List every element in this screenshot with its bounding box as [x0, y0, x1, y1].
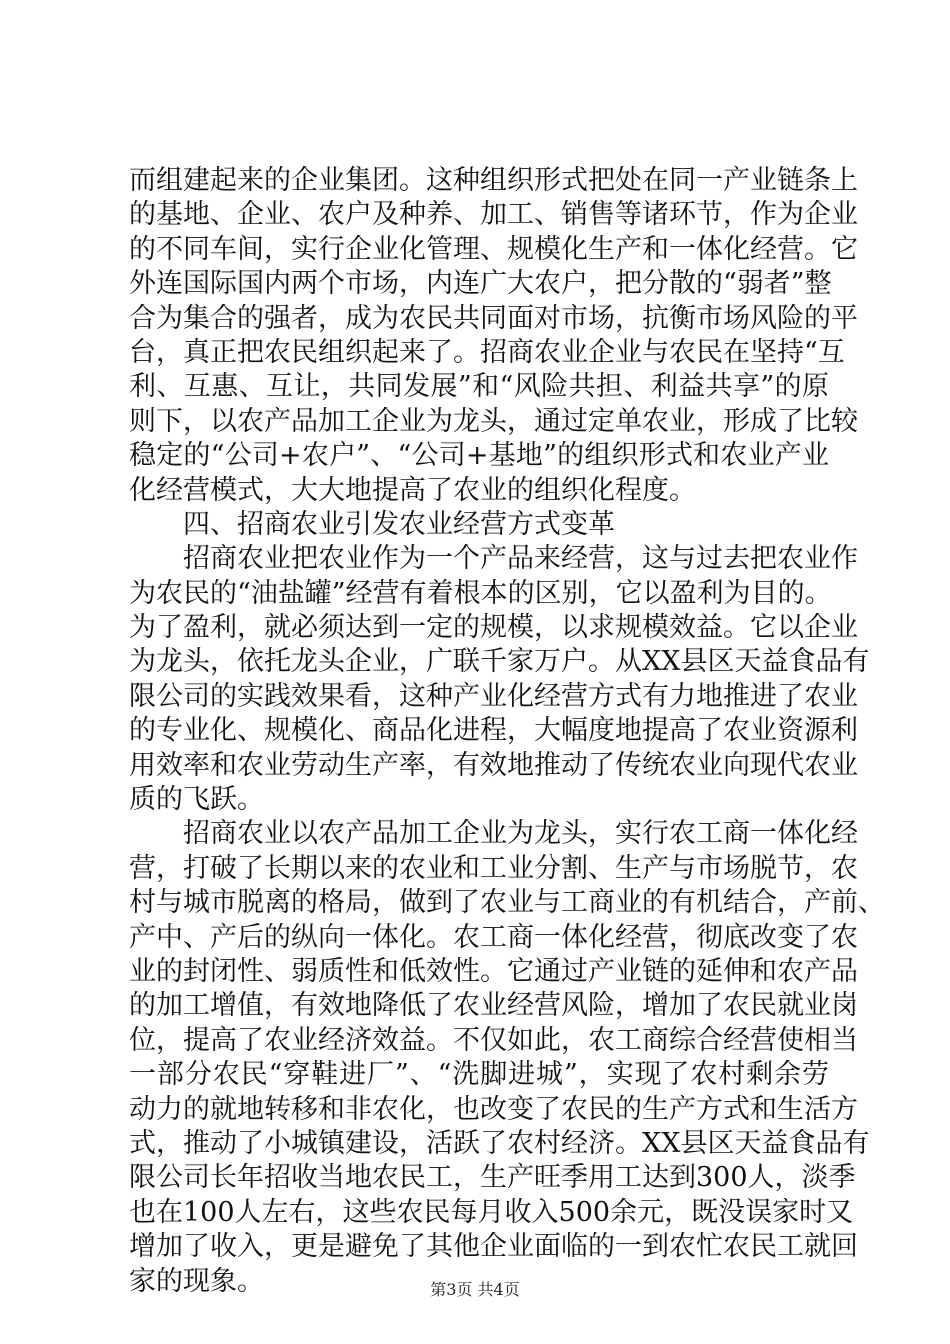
paragraph-line: 则下，以农产品加工企业为龙头，通过定单农业，形成了比较 — [129, 405, 858, 437]
paragraph-line: 也在100人左右，这些农民每月收入500余元，既没误家时又 — [129, 1196, 854, 1228]
paragraph-line: 稳定的“公司+农户”、“公司+基地”的组织形式和农业产业 — [129, 440, 829, 472]
page-footer: 第3页 共4页 — [430, 1280, 520, 1299]
paragraph-line: 而组建起来的企业集团。这种组织形式把处在同一产业链条上 — [129, 165, 858, 196]
section-heading: 四、招商农业引发农业经营方式变革 — [183, 508, 615, 540]
paragraph-line: 招商农业把农业作为一个产品来经营，这与过去把农业作 — [183, 543, 858, 575]
paragraph-line: 为农民的“油盐罐”经营有着根本的区别，它以盈利为目的。 — [129, 577, 832, 609]
paragraph-line: 用效率和农业劳动生产率，有效地推动了传统农业向现代农业 — [129, 749, 858, 781]
paragraph-line: 的加工增值，有效地降低了农业经营风险，增加了农民就业岗 — [129, 990, 858, 1022]
paragraph-line: 位，提高了农业经济效益。不仅如此，农工商综合经营使相当 — [129, 1024, 858, 1056]
paragraph-line: 为龙头，依托龙头企业，广联千家万户。从XX县区天益食品有 — [129, 646, 870, 678]
paragraph-line: 营，打破了长期以来的农业和工业分割、生产与市场脱节，农 — [129, 852, 858, 884]
paragraph-line: 台，真正把农民组织起来了。招商农业企业与农民在坚持“互 — [129, 336, 845, 368]
paragraph-line: 村与城市脱离的格局，做到了农业与工商业的有机结合，产前、 — [129, 887, 885, 919]
paragraph-line: 式，推动了小城镇建设，活跃了农村经济。XX县区天益食品有 — [129, 1127, 870, 1159]
paragraph-line: 招商农业以农产品加工企业为龙头，实行农工商一体化经 — [183, 818, 858, 850]
paragraph-line: 的专业化、规模化、商品化进程，大幅度地提高了农业资源利 — [129, 715, 858, 747]
paragraph-line: 增加了收入，更是避免了其他企业面临的一到农忙农民工就回 — [129, 1231, 858, 1263]
paragraph-line: 一部分农民“穿鞋进厂”、“洗脚进城”，实现了农村剩余劳 — [129, 1059, 829, 1091]
paragraph-line: 合为集合的强者，成为农民共同面对市场，抗衡市场风险的平 — [129, 302, 858, 334]
paragraph-line: 质的飞跃。 — [129, 784, 264, 816]
paragraph-line: 产中、产后的纵向一体化。农工商一体化经营，彻底改变了农 — [129, 921, 858, 953]
paragraph-line: 业的封闭性、弱质性和低效性。它通过产业链的延伸和农产品 — [129, 955, 858, 987]
paragraph-line: 为了盈利，就必须达到一定的规模，以求规模效益。它以企业 — [129, 612, 858, 644]
paragraph-line: 限公司的实践效果看，这种产业化经营方式有力地推进了农业 — [129, 680, 858, 712]
paragraph-line: 的基地、企业、农户及种养、加工、销售等诸环节，作为企业 — [129, 199, 858, 231]
paragraph-line: 外连国际国内两个市场，内连广大农户，把分散的“弱者”整 — [129, 268, 832, 300]
paragraph-line: 限公司长年招收当地农民工，生产旺季用工达到300人，淡季 — [129, 1162, 856, 1194]
paragraph-line: 的不同车间，实行企业化管理、规模化生产和一体化经营。它 — [129, 233, 858, 265]
paragraph-line: 家的现象。 — [129, 1265, 264, 1297]
paragraph-line: 利、互惠、互让，共同发展”和“风险共担、利益共享”的原 — [129, 371, 829, 403]
paragraph-line: 动力的就地转移和非农化，也改变了农民的生产方式和生活方 — [129, 1093, 858, 1125]
paragraph-line: 化经营模式，大大地提高了农业的组织化程度。 — [129, 474, 696, 506]
document-body — [129, 164, 885, 1299]
